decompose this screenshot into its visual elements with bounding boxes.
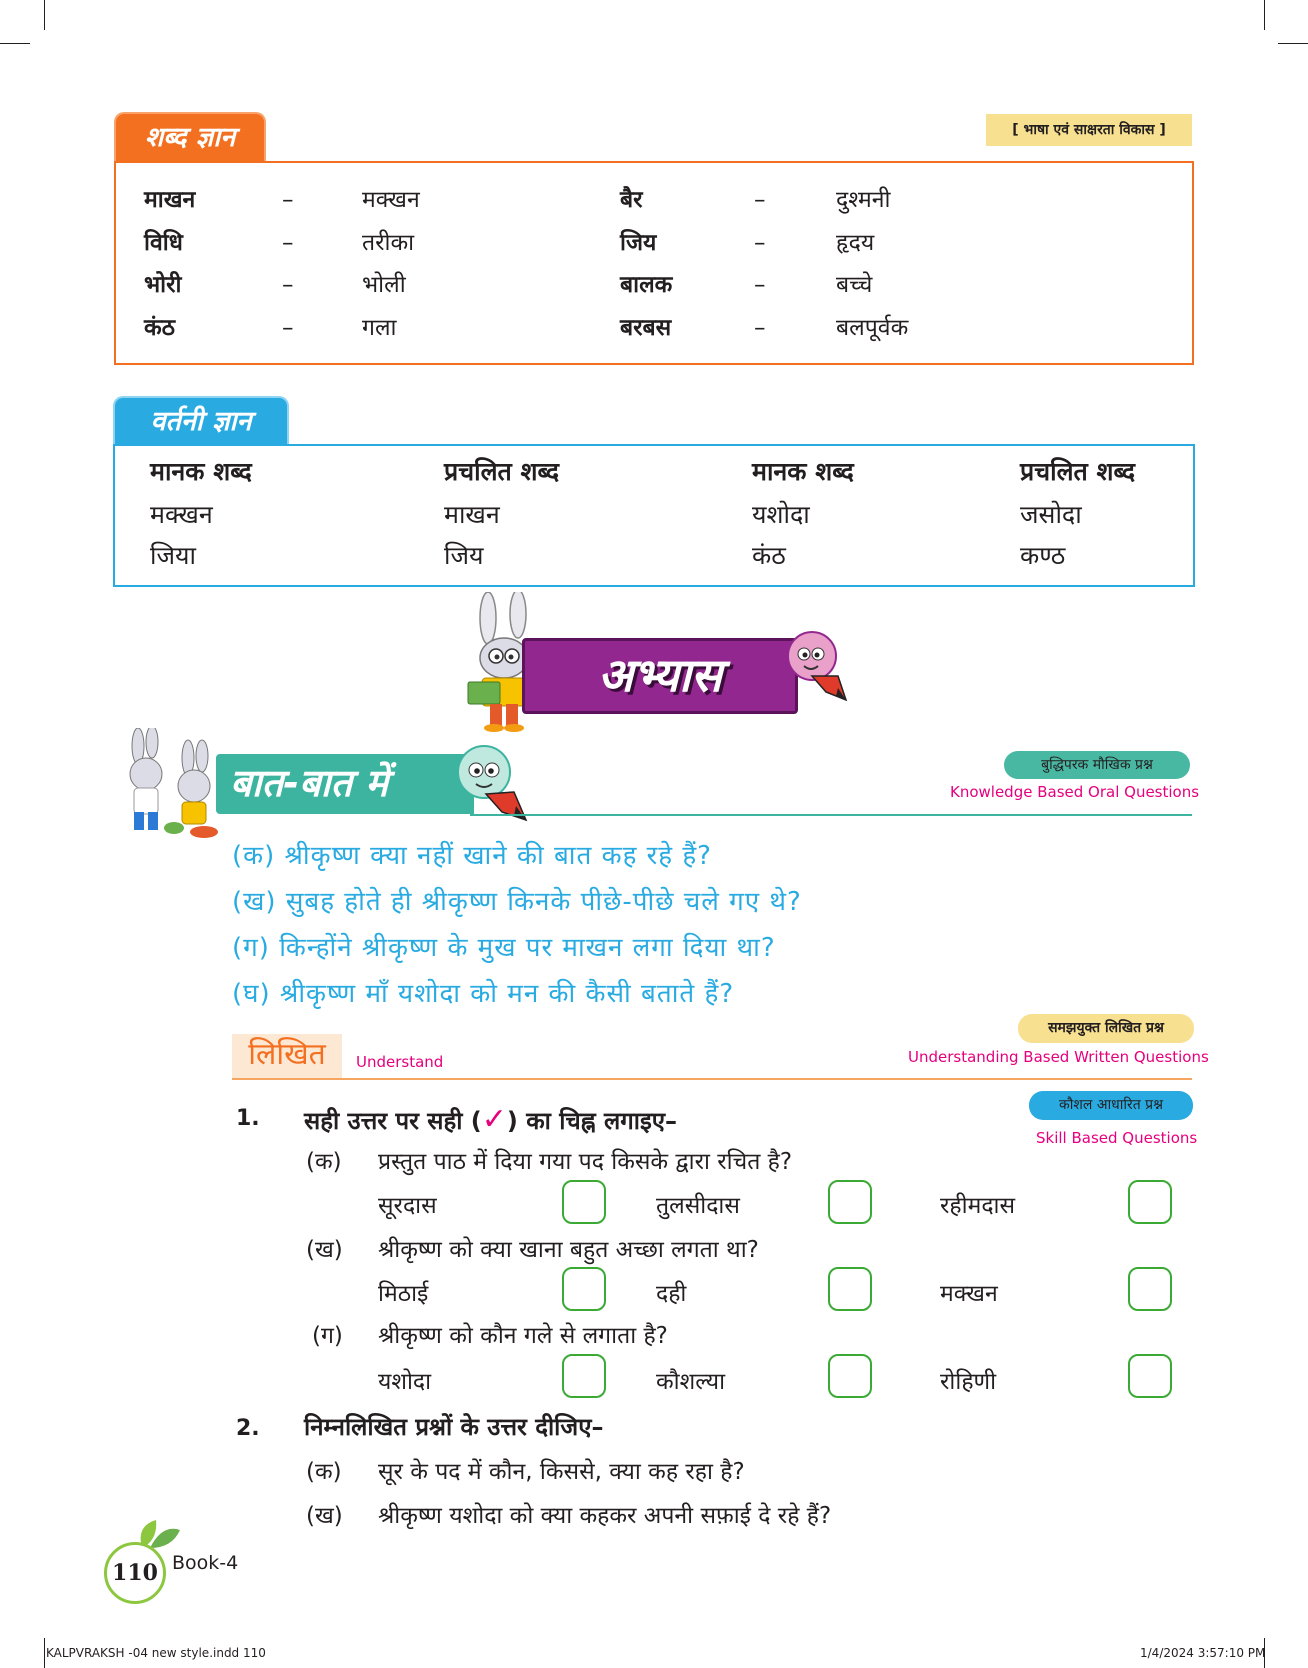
- vocab-meaning: हृदय: [836, 230, 875, 256]
- oral-questions-pill: बुद्धिपरक मौखिक प्रश्न: [1004, 751, 1190, 779]
- vocab-word: बरबस: [620, 315, 672, 341]
- answer-checkbox[interactable]: [562, 1354, 606, 1398]
- section-divider: [470, 814, 1192, 816]
- table-cell: माखन: [444, 500, 500, 529]
- table-cell: यशोदा: [752, 500, 810, 529]
- sub-question-text: सूर के पद में कौन, किससे, क्या कह रहा है?: [378, 1459, 745, 1485]
- sub-question-text: श्रीकृष्ण यशोदा को क्या कहकर अपनी सफ़ाई दे रहे हैं?: [378, 1503, 832, 1529]
- dash: –: [282, 272, 294, 298]
- answer-checkbox[interactable]: [562, 1267, 606, 1311]
- table-cell: मक्खन: [150, 500, 213, 529]
- check-icon: ✓: [481, 1102, 507, 1137]
- pencil-mascot-icon: [782, 626, 854, 706]
- vocab-meaning: भोली: [362, 272, 406, 298]
- baat-baat-me-title: बात-बात में: [216, 754, 474, 814]
- vocab-word: कंठ: [144, 315, 176, 341]
- option-label: दही: [656, 1281, 687, 1307]
- dash: –: [282, 187, 294, 213]
- dash: –: [754, 230, 766, 256]
- column-header: प्रचलित शब्द: [444, 457, 560, 486]
- sub-question-label: (ख): [306, 1237, 343, 1263]
- option-label: यशोदा: [378, 1369, 432, 1395]
- table-cell: कण्ठ: [1020, 541, 1066, 570]
- vocab-word: विधि: [144, 230, 183, 256]
- option-label: मिठाई: [378, 1281, 429, 1307]
- oral-question: (ख) सुबह होते ही श्रीकृष्ण किनके पीछे-पीछे चले गए थे?: [232, 887, 802, 917]
- answer-checkbox[interactable]: [828, 1180, 872, 1224]
- oral-question: (ग) किन्होंने श्रीकृष्ण के मुख पर माखन लगा दिया था?: [232, 933, 776, 963]
- crop-mark: [1278, 43, 1308, 44]
- question-number: 2.: [236, 1416, 260, 1441]
- page-number: 110: [104, 1542, 166, 1604]
- oral-question: (क) श्रीकृष्ण क्या नहीं खाने की बात कह रहे हैं?: [232, 841, 712, 871]
- table-cell: कंठ: [752, 541, 786, 570]
- answer-checkbox[interactable]: [1128, 1267, 1172, 1311]
- vocab-word: बालक: [620, 272, 673, 298]
- sub-question-text: श्रीकृष्ण को क्या खाना बहुत अच्छा लगता था?: [378, 1237, 759, 1263]
- dash: –: [282, 230, 294, 256]
- vocab-meaning: बच्चे: [836, 272, 873, 298]
- vocab-meaning: दुश्मनी: [836, 187, 891, 213]
- timestamp: 1/4/2024 3:57:10 PM: [1140, 1646, 1266, 1660]
- oral-question: (घ) श्रीकृष्ण माँ यशोदा को मन की कैसी बताते हैं?: [232, 979, 735, 1009]
- option-label: सूरदास: [378, 1193, 437, 1219]
- question-title: [304, 1102, 677, 1137]
- dash: –: [754, 272, 766, 298]
- dash: –: [754, 315, 766, 341]
- vocab-word: जिय: [620, 230, 657, 256]
- table-cell: जिय: [444, 541, 484, 570]
- vartani-gyan-title: वर्तनी ज्ञान: [113, 396, 289, 446]
- crop-mark: [44, 1638, 45, 1668]
- understand-label: Understand: [356, 1053, 444, 1071]
- skill-questions-pill: कौशल आधारित प्रश्न: [1029, 1091, 1193, 1120]
- abhyas-banner: अभ्यास: [522, 638, 798, 714]
- answer-checkbox[interactable]: [562, 1180, 606, 1224]
- option-label: रोहिणी: [940, 1369, 997, 1395]
- book-label: Book-4: [172, 1552, 239, 1574]
- column-header: मानक शब्द: [150, 457, 252, 486]
- crop-mark: [0, 43, 30, 44]
- option-label: मक्खन: [940, 1281, 998, 1307]
- vocab-word: भोरी: [144, 272, 182, 298]
- vocab-meaning: गला: [362, 315, 397, 341]
- likhit-title: लिखित: [232, 1034, 342, 1078]
- sub-question-label: (ग): [312, 1323, 343, 1349]
- question-number: 1.: [236, 1106, 260, 1131]
- vocab-meaning: मक्खन: [362, 187, 420, 213]
- question-title-text: ) का चिह्न लगाइए–: [506, 1107, 678, 1135]
- sub-question-label: (क): [306, 1149, 342, 1175]
- answer-checkbox[interactable]: [828, 1267, 872, 1311]
- answer-checkbox[interactable]: [1128, 1180, 1172, 1224]
- skill-questions-subtitle: Skill Based Questions: [1036, 1129, 1198, 1147]
- table-cell: जिया: [150, 541, 197, 570]
- written-questions-subtitle: Understanding Based Written Questions: [908, 1048, 1209, 1066]
- crop-mark: [1264, 0, 1265, 30]
- rabbits-illustration: [108, 728, 224, 840]
- vocab-meaning: बलपूर्वक: [836, 315, 909, 341]
- sub-question-label: (ख): [306, 1503, 343, 1529]
- vocab-word: माखन: [144, 187, 196, 213]
- file-info: KALPVRAKSH -04 new style.indd 110: [46, 1646, 266, 1660]
- dash: –: [282, 315, 294, 341]
- question-title-text: सही उत्तर पर सही (: [304, 1107, 482, 1135]
- sub-question-text: श्रीकृष्ण को कौन गले से लगाता है?: [378, 1323, 668, 1349]
- dash: –: [754, 187, 766, 213]
- option-label: कौशल्या: [656, 1369, 726, 1395]
- column-header: प्रचलित शब्द: [1020, 457, 1136, 486]
- sub-question-text: प्रस्तुत पाठ में दिया गया पद किसके द्वारा रचित है?: [378, 1149, 793, 1175]
- vocab-meaning: तरीका: [362, 230, 415, 256]
- shabd-gyan-title: शब्द ज्ञान: [114, 112, 266, 162]
- crop-mark: [44, 0, 45, 30]
- table-cell: जसोदा: [1020, 500, 1082, 529]
- option-label: तुलसीदास: [656, 1193, 740, 1219]
- answer-checkbox[interactable]: [1128, 1354, 1172, 1398]
- section-divider: [232, 1078, 1192, 1080]
- question-title: निम्नलिखित प्रश्नों के उत्तर दीजिए–: [304, 1413, 604, 1441]
- written-questions-pill: समझयुक्त लिखित प्रश्न: [1018, 1014, 1194, 1043]
- oral-questions-subtitle: Knowledge Based Oral Questions: [950, 783, 1200, 801]
- answer-checkbox[interactable]: [828, 1354, 872, 1398]
- column-header: मानक शब्द: [752, 457, 854, 486]
- vocab-word: बैर: [620, 187, 643, 213]
- sub-question-label: (क): [306, 1459, 342, 1485]
- skill-tag: [ भाषा एवं साक्षरता विकास ]: [986, 114, 1192, 146]
- option-label: रहीमदास: [940, 1193, 1016, 1219]
